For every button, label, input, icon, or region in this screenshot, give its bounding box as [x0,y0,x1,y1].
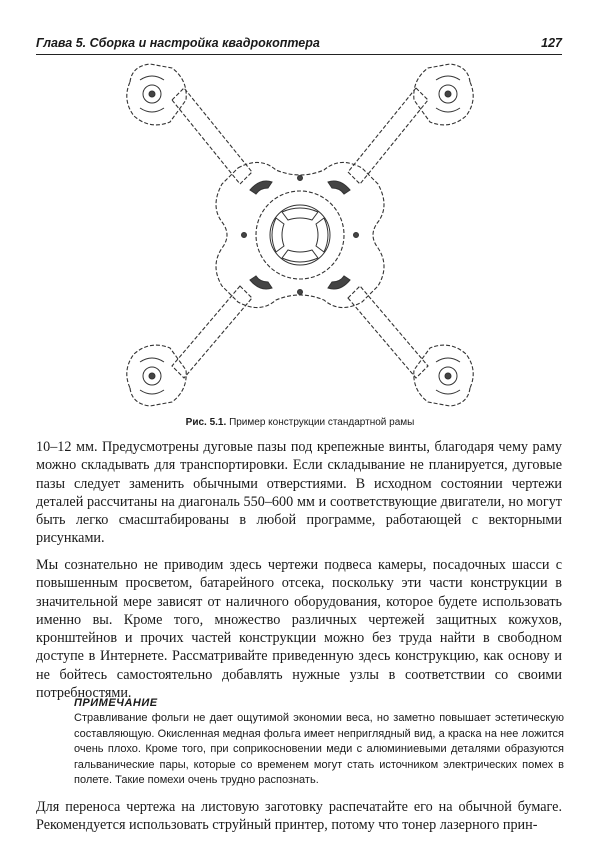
mount-hole-top [298,176,303,181]
arc-slot-bottom-right [328,276,350,289]
mount-hole-bottom [298,290,303,295]
note-block [74,697,564,789]
mount-hole-right [354,233,359,238]
arm-bottom-left [172,286,252,378]
running-header [36,34,562,55]
center-cutout-right [316,218,328,252]
page-number: 127 [541,36,562,50]
note-text: Стравливание фольги не дает ощутимой экономии веса, но заметно повышает эстетическую составляющую. Окисленная медная фольга имеет неприглядный вид, а краска на нее ложится очень плохо. Кроме того, при соприкосновении меди с алюминиевыми деталями образуются гальванические пары, которые со временем могут стать источником электрических помех в полете. Такие помехи очень трудно распознать. [74,712,564,787]
figure-caption-label: Рис. 5.1. [185,417,227,428]
motor-mount-bottom-left [127,345,186,406]
arm-bottom-right [348,286,428,378]
paragraph-3: Для переноса чертежа на листовую заготовку распечатайте его на обычной бумаге. Рекомендуется использовать струйный принтер, потому что тонер лазерного прин- [36,799,562,834]
figure-caption-text: Пример конструкции стандартной рамы [229,417,415,428]
center-ring-outer [256,191,344,279]
mount-hole-left [242,233,247,238]
quadcopter-frame-drawing [110,60,490,410]
note-title: ПРИМЕЧАНИЕ [74,697,158,709]
chapter-title: Глава 5. Сборка и настройка квадрокоптера [36,36,320,50]
center-cutout-left [272,218,284,252]
arc-slot-top-right [328,181,350,194]
center-cutout-bottom [282,250,318,262]
arc-slot-top-left [250,181,272,194]
motor-mount-bottom-right [414,345,473,406]
paragraph-1: 10–12 мм. Предусмотрены дуговые пазы под крепежные винты, благодаря чему раму можно складывать для транспортировки. Если складывание не планируется, дуговые пазы следует заменить обычными отверстиями. В исходном состоянии чертежи деталей рассчитаны на диагональ 550–600 мм и соответствующие двигатели, но могут быть легко смасштабированы в любой программе, работающей с векторными рисунками. [36,439,562,547]
arc-slot-bottom-left [250,276,272,289]
paragraph-2: Мы сознательно не приводим здесь чертежи подвеса камеры, посадочных шасси с повышенным просветом, батарейного отсека, поскольку эти части конструкции в значительной мере зависят от наличного оборудования, которое будете использовать именно вы. Кроме того, множество различных чертежей защитных кожухов, кронштейнов и прочих частей конструкции можно без труда найти в свободном доступе в Интернете. Рассматривайте приведенную здесь конструкцию, как основу и не бойтесь самостоятельно добавлять нужные узлы в соответствии со своими потребностями. [36,557,562,702]
center-cutout-top [282,208,318,220]
frame-drawing-figure [110,60,490,410]
center-ring-inner [270,205,330,265]
figure-caption [0,417,600,428]
